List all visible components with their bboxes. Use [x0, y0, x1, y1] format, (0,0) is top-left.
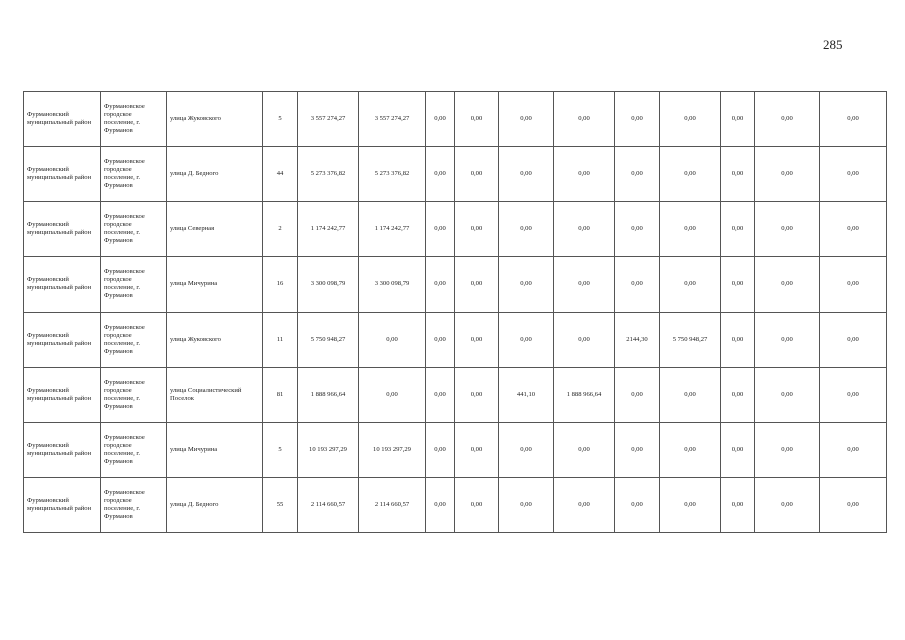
street-cell: улица Северная: [167, 202, 263, 257]
value-cell: 0,00: [755, 367, 820, 422]
street-cell: улица Жуковского: [167, 312, 263, 367]
value-cell: 3 300 098,79: [359, 257, 426, 312]
value-cell: 1 174 242,77: [298, 202, 359, 257]
value-cell: 0,00: [615, 257, 660, 312]
table-row: [24, 202, 887, 257]
value-cell: 0,00: [426, 312, 455, 367]
value-cell: 0,00: [660, 257, 721, 312]
settlement-cell: Фурмановское городское поселение, г. Фурманов: [101, 147, 167, 202]
value-cell: 0,00: [755, 92, 820, 147]
value-cell: 0,00: [359, 367, 426, 422]
value-cell: 10 193 297,29: [298, 422, 359, 477]
value-cell: 0,00: [554, 422, 615, 477]
district-cell: Фурмановский муниципальный район: [24, 147, 101, 202]
value-cell: 5 273 376,82: [359, 147, 426, 202]
value-cell: 0,00: [615, 477, 660, 532]
value-cell: 0,00: [359, 312, 426, 367]
value-cell: 1 888 966,64: [554, 367, 615, 422]
value-cell: 0,00: [820, 367, 887, 422]
value-cell: 0,00: [455, 312, 499, 367]
settlement-cell: Фурмановское городское поселение, г. Фурманов: [101, 367, 167, 422]
value-cell: 0,00: [426, 92, 455, 147]
table-row: [24, 257, 887, 312]
value-cell: 0,00: [499, 257, 554, 312]
value-cell: 0,00: [755, 422, 820, 477]
count-cell: 16: [263, 257, 298, 312]
street-cell: улица Жуковского: [167, 92, 263, 147]
value-cell: 5 750 948,27: [298, 312, 359, 367]
value-cell: 0,00: [721, 202, 755, 257]
value-cell: 5 750 948,27: [660, 312, 721, 367]
value-cell: 0,00: [615, 92, 660, 147]
value-cell: 0,00: [426, 477, 455, 532]
settlement-cell: Фурмановское городское поселение, г. Фурманов: [101, 257, 167, 312]
value-cell: 2 114 660,57: [359, 477, 426, 532]
street-cell: улица Д. Бедного: [167, 147, 263, 202]
district-cell: Фурмановский муниципальный район: [24, 92, 101, 147]
value-cell: 0,00: [554, 257, 615, 312]
value-cell: 0,00: [721, 422, 755, 477]
street-cell: улица Мичурина: [167, 422, 263, 477]
value-cell: 0,00: [820, 147, 887, 202]
value-cell: 3 557 274,27: [298, 92, 359, 147]
value-cell: 0,00: [455, 422, 499, 477]
value-cell: 0,00: [554, 92, 615, 147]
value-cell: 0,00: [820, 257, 887, 312]
count-cell: 81: [263, 367, 298, 422]
table-row: [24, 477, 887, 532]
value-cell: 2144,30: [615, 312, 660, 367]
value-cell: 0,00: [755, 477, 820, 532]
value-cell: 0,00: [499, 422, 554, 477]
value-cell: 0,00: [499, 477, 554, 532]
value-cell: 0,00: [615, 202, 660, 257]
table-row: [24, 422, 887, 477]
count-cell: 55: [263, 477, 298, 532]
value-cell: 0,00: [455, 367, 499, 422]
page-number: 285: [823, 37, 843, 52]
district-cell: Фурмановский муниципальный район: [24, 367, 101, 422]
district-cell: Фурмановский муниципальный район: [24, 477, 101, 532]
value-cell: 0,00: [721, 147, 755, 202]
value-cell: 0,00: [426, 257, 455, 312]
street-cell: улица Мичурина: [167, 257, 263, 312]
settlement-cell: Фурмановское городское поселение, г. Фурманов: [101, 312, 167, 367]
value-cell: 0,00: [554, 477, 615, 532]
value-cell: 0,00: [820, 202, 887, 257]
value-cell: 0,00: [721, 312, 755, 367]
value-cell: 0,00: [426, 202, 455, 257]
value-cell: 0,00: [660, 92, 721, 147]
value-cell: 2 114 660,57: [298, 477, 359, 532]
value-cell: 0,00: [426, 147, 455, 202]
value-cell: 0,00: [455, 257, 499, 312]
count-cell: 5: [263, 422, 298, 477]
housing-table: [23, 91, 887, 533]
value-cell: 441,10: [499, 367, 554, 422]
district-cell: Фурмановский муниципальный район: [24, 257, 101, 312]
value-cell: 0,00: [721, 257, 755, 312]
value-cell: 0,00: [755, 147, 820, 202]
value-cell: 0,00: [755, 257, 820, 312]
value-cell: 0,00: [755, 312, 820, 367]
value-cell: 0,00: [615, 422, 660, 477]
value-cell: 0,00: [554, 147, 615, 202]
value-cell: 0,00: [554, 312, 615, 367]
value-cell: 0,00: [499, 92, 554, 147]
value-cell: 0,00: [660, 422, 721, 477]
district-cell: Фурмановский муниципальный район: [24, 422, 101, 477]
value-cell: 1 174 242,77: [359, 202, 426, 257]
value-cell: 0,00: [660, 367, 721, 422]
value-cell: 0,00: [499, 202, 554, 257]
settlement-cell: Фурмановское городское поселение, г. Фурманов: [101, 202, 167, 257]
street-cell: улица Социалистический Поселок: [167, 367, 263, 422]
value-cell: 0,00: [455, 477, 499, 532]
value-cell: 0,00: [820, 312, 887, 367]
value-cell: 0,00: [426, 422, 455, 477]
table-row: [24, 367, 887, 422]
value-cell: 3 300 098,79: [298, 257, 359, 312]
value-cell: 3 557 274,27: [359, 92, 426, 147]
count-cell: 11: [263, 312, 298, 367]
value-cell: 0,00: [820, 92, 887, 147]
table-row: [24, 147, 887, 202]
value-cell: 0,00: [755, 202, 820, 257]
value-cell: 0,00: [499, 312, 554, 367]
value-cell: 0,00: [615, 147, 660, 202]
table-row: [24, 92, 887, 147]
value-cell: 0,00: [455, 202, 499, 257]
district-cell: Фурмановский муниципальный район: [24, 202, 101, 257]
value-cell: 0,00: [660, 147, 721, 202]
value-cell: 0,00: [426, 367, 455, 422]
value-cell: 0,00: [721, 367, 755, 422]
value-cell: 0,00: [455, 147, 499, 202]
value-cell: 0,00: [615, 367, 660, 422]
district-cell: Фурмановский муниципальный район: [24, 312, 101, 367]
value-cell: 5 273 376,82: [298, 147, 359, 202]
street-cell: улица Д. Бедного: [167, 477, 263, 532]
value-cell: 0,00: [660, 202, 721, 257]
value-cell: 0,00: [499, 147, 554, 202]
count-cell: 2: [263, 202, 298, 257]
value-cell: 0,00: [455, 92, 499, 147]
value-cell: 0,00: [721, 92, 755, 147]
settlement-cell: Фурмановское городское поселение, г. Фурманов: [101, 477, 167, 532]
value-cell: 0,00: [820, 422, 887, 477]
value-cell: 1 888 966,64: [298, 367, 359, 422]
value-cell: 10 193 297,29: [359, 422, 426, 477]
value-cell: 0,00: [660, 477, 721, 532]
table-row: [24, 312, 887, 367]
value-cell: 0,00: [721, 477, 755, 532]
settlement-cell: Фурмановское городское поселение, г. Фурманов: [101, 422, 167, 477]
count-cell: 44: [263, 147, 298, 202]
value-cell: 0,00: [820, 477, 887, 532]
count-cell: 5: [263, 92, 298, 147]
settlement-cell: Фурмановское городское поселение, г. Фурманов: [101, 92, 167, 147]
value-cell: 0,00: [554, 202, 615, 257]
